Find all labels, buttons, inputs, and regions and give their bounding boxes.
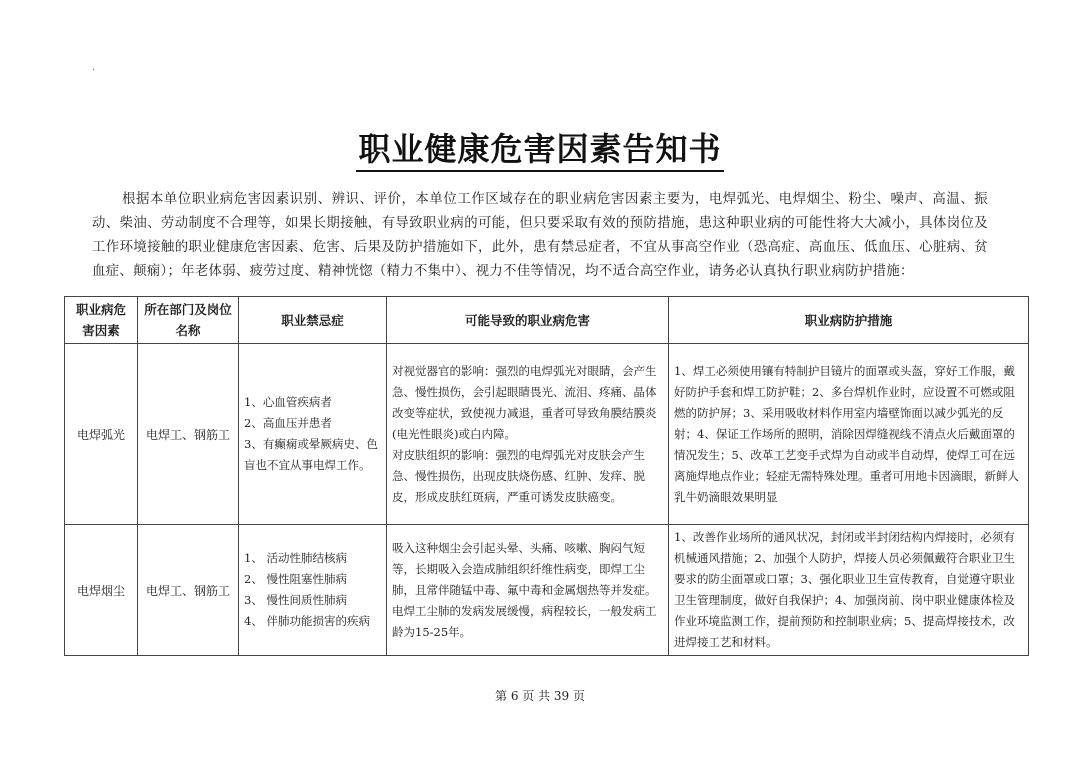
contraindication-item: 2、高血压并患者 (244, 416, 332, 430)
measures-cell: 1、改善作业场所的通风状况，封闭或半封闭结构内焊接时，必须有机械通风措施；2、加强个人防护，焊接人员必须佩戴符合职业卫生要求的防尘面罩或口罩；3、强化职业卫生宣传教育，自觉遵守职业卫生管理制度，做好自我保护；4、加强岗前、岗中职业健康体检及作业环境监测工作，提前预防和控制职业病；5、提高焊接技术，改进焊接工艺和材料。 (669, 525, 1029, 656)
harm-paragraph: 急、慢性损伤，出现皮肤烧伤感、红肿、发痒、脱 (392, 468, 645, 483)
contraindication-item: 3、有癫痫或晕厥病史、色盲也不宜从事电焊工作。 (244, 437, 378, 472)
contraindication-cell (239, 525, 387, 656)
table-header-row (65, 297, 1029, 344)
harm-paragraph: 吸入这种烟尘会引起头晕、头痛、咳嗽、胸闷气短等，长期吸入会造成肺组织纤维性病变，即焊工尘肺，且常伴随锰中毒、氟中毒和金属烟热等并发症。电焊工尘肺的发病发展缓慢，病程较长，一般发病工龄为15-25年。 (392, 540, 657, 639)
header-harm: 可能导致的职业病危害 (387, 297, 669, 344)
page-mark: . (92, 62, 96, 73)
contraindication-item: 4、 伴肺功能损害的疾病 (244, 614, 370, 628)
contraindication-item: 1、 活动性肺结核病 (244, 551, 347, 565)
header-factor: 职业病危害因素 (65, 297, 138, 344)
contraindication-item: 3、 慢性间质性肺病 (244, 593, 347, 607)
header-contraindication: 职业禁忌症 (239, 297, 387, 344)
contraindication-item: 2、 慢性阻塞性肺病 (244, 572, 347, 586)
contraindication-cell (239, 344, 387, 525)
factor-cell: 电焊弧光 (65, 344, 138, 525)
document-title: 职业健康危害因素告知书 (0, 124, 1080, 170)
header-measures: 职业病防护措施 (669, 297, 1029, 344)
header-dept: 所在部门及岗位名称 (138, 297, 239, 344)
measures-cell: 1、焊工必须使用镶有特制护目镜片的面罩或头盔，穿好工作服，戴好防护手套和焊工防护鞋；2、多台焊机作业时，应设置不可燃或阻燃的防护屏；3、采用吸收材料作用室内墙壁饰面以减少弧光的反射；4、保证工作场所的照明，消除因焊缝视线不清点火后戴面罩的情况发生；5、改革工艺变手式焊为自动或半自动焊，使焊工可在远离施焊地点作业；轻症无需特殊处理。重者可用地卡因滴眼，新鲜人乳牛奶滴眼效果明显 (669, 344, 1029, 525)
harm-paragraph: 皮，形成皮肤红斑病，严重可诱发皮肤癌变。 (392, 489, 622, 504)
harm-paragraph: 对视觉器官的影响：强烈的电焊弧光对眼睛，会产生急、慢性损伤，会引起眼睛畏光、流泪、疼痛、晶体改变等症状，致使视力减退，重者可导致角膜结膜炎(电光性眼炎)或白内障。 (392, 363, 657, 441)
table-row (65, 344, 1029, 525)
table-row (65, 525, 1029, 656)
intro-paragraph: 根据本单位职业病危害因素识别、辨识、评价，本单位工作区域存在的职业病危害因素主要为，电焊弧光、电焊烟尘、粉尘、噪声、高温、振动、柴油、劳动制度不合理等，如果长期接触，有导致职业病的可能，但只要采取有效的预防措施，患这种职业病的可能性将大大减小，具体岗位及工作环境接触的职业健康危害因素、危害、后果及防护措施如下，此外，患有禁忌症者，不宜从事高空作业（恐高症、高血压、低血压、心脏病、贫血症、颠痫）；年老体弱、疲劳过度、精神恍惚（精力不集中）、视力不佳等情况，均不适合高空作业，请务必认真执行职业病防护措施： (92, 192, 988, 279)
contraindication-item: 1、心血管疾病者 (244, 395, 332, 409)
harm-cell (387, 525, 669, 656)
factor-cell: 电焊烟尘 (65, 525, 138, 656)
dept-cell: 电焊工、钢筋工 (138, 344, 239, 525)
hazard-table (64, 296, 1029, 656)
page-footer: 第 6 页 共 39 页 (495, 689, 585, 703)
dept-cell: 电焊工、钢筋工 (138, 525, 239, 656)
harm-cell (387, 344, 669, 525)
harm-paragraph: 对皮肤组织的影响：强烈的电焊弧光对皮肤会产生 (392, 447, 645, 462)
